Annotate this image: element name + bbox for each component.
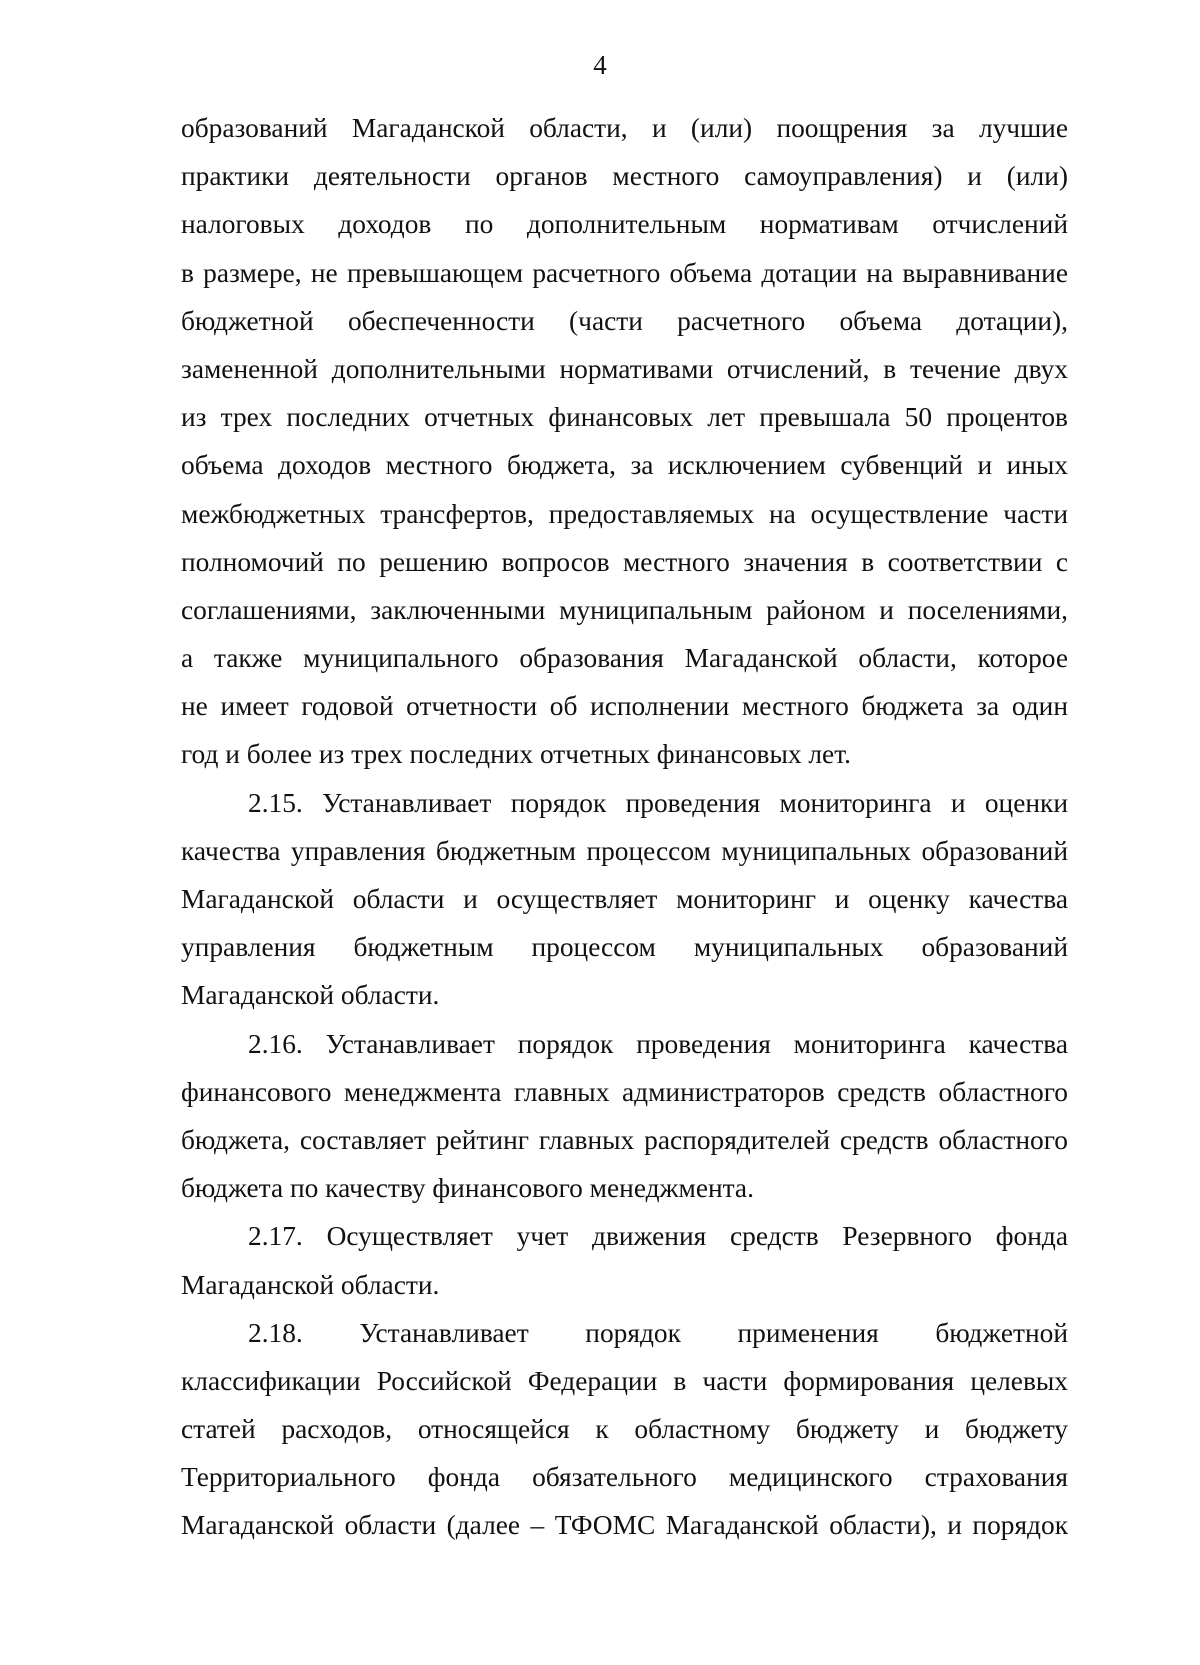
text-line: замененной дополнительными нормативами отчислений, в течение двух	[181, 353, 1068, 384]
text-line: практики деятельности органов местного самоуправления) и (или)	[181, 161, 1068, 192]
document-body	[181, 104, 1068, 1550]
paragraph-2-16	[181, 1020, 1068, 1213]
text-line: управления бюджетным процессом муниципальных образований	[181, 932, 1068, 963]
text-line: налоговых доходов по дополнительным нормативам отчислений	[181, 209, 1068, 240]
text-line: качества управления бюджетным процессом муниципальных образований	[181, 835, 1068, 866]
text-line: а также муниципального образования Магаданской области, которое	[181, 643, 1068, 674]
page-number: 4	[593, 50, 607, 80]
text-line: Магаданской области.	[181, 1269, 440, 1300]
text-line: бюджетной обеспеченности (части расчетного объема дотации),	[181, 305, 1068, 336]
text-line: год и более из трех последних отчетных финансовых лет.	[181, 739, 851, 770]
text-line: Территориального фонда обязательного медицинского страхования	[181, 1462, 1068, 1493]
text-line: 2.18. Устанавливает порядок применения бюджетной	[248, 1317, 1068, 1348]
text-line: полномочий по решению вопросов местного значения в соответствии с	[181, 546, 1068, 577]
paragraph-2-15	[181, 779, 1068, 1020]
paragraph-continuation	[181, 104, 1068, 779]
text-line: объема доходов местного бюджета, за исключением субвенций и иных	[181, 450, 1068, 481]
text-line: классификации Российской Федерации в части формирования целевых	[181, 1365, 1068, 1396]
text-line: в размере, не превышающем расчетного объема дотации на выравнивание	[181, 257, 1068, 288]
text-line: межбюджетных трансфертов, предоставляемых на осуществление части	[181, 498, 1068, 529]
paragraph-2-18	[181, 1309, 1068, 1550]
text-line: 2.16. Устанавливает порядок проведения мониторинга качества	[248, 1028, 1068, 1059]
text-line: бюджета, составляет рейтинг главных распорядителей средств областного	[181, 1124, 1068, 1155]
paragraph-2-17	[181, 1212, 1068, 1308]
text-line: Магаданской области и осуществляет мониторинг и оценку качества	[181, 884, 1068, 914]
text-line: 2.15. Устанавливает порядок проведения мониторинга и оценки	[248, 787, 1068, 818]
text-line: не имеет годовой отчетности об исполнении местного бюджета за один	[181, 691, 1068, 722]
text-line: из трех последних отчетных финансовых лет превышала 50 процентов	[181, 402, 1068, 433]
text-line: 2.17. Осуществляет учет движения средств Резервного фонда	[248, 1221, 1068, 1252]
text-line: Магаданской области (далее – ТФОМС Магаданской области), и порядок	[181, 1510, 1068, 1541]
text-line: образований Магаданской области, и (или) поощрения за лучшие	[181, 113, 1068, 143]
text-line: Магаданской области.	[181, 980, 440, 1011]
text-line: статей расходов, относящейся к областному бюджету и бюджету	[181, 1414, 1068, 1445]
text-line: финансового менеджмента главных администраторов средств областного	[181, 1076, 1068, 1107]
text-line: соглашениями, заключенными муниципальным районом и поселениями,	[181, 594, 1068, 625]
text-line: бюджета по качеству финансового менеджмента.	[181, 1173, 754, 1204]
